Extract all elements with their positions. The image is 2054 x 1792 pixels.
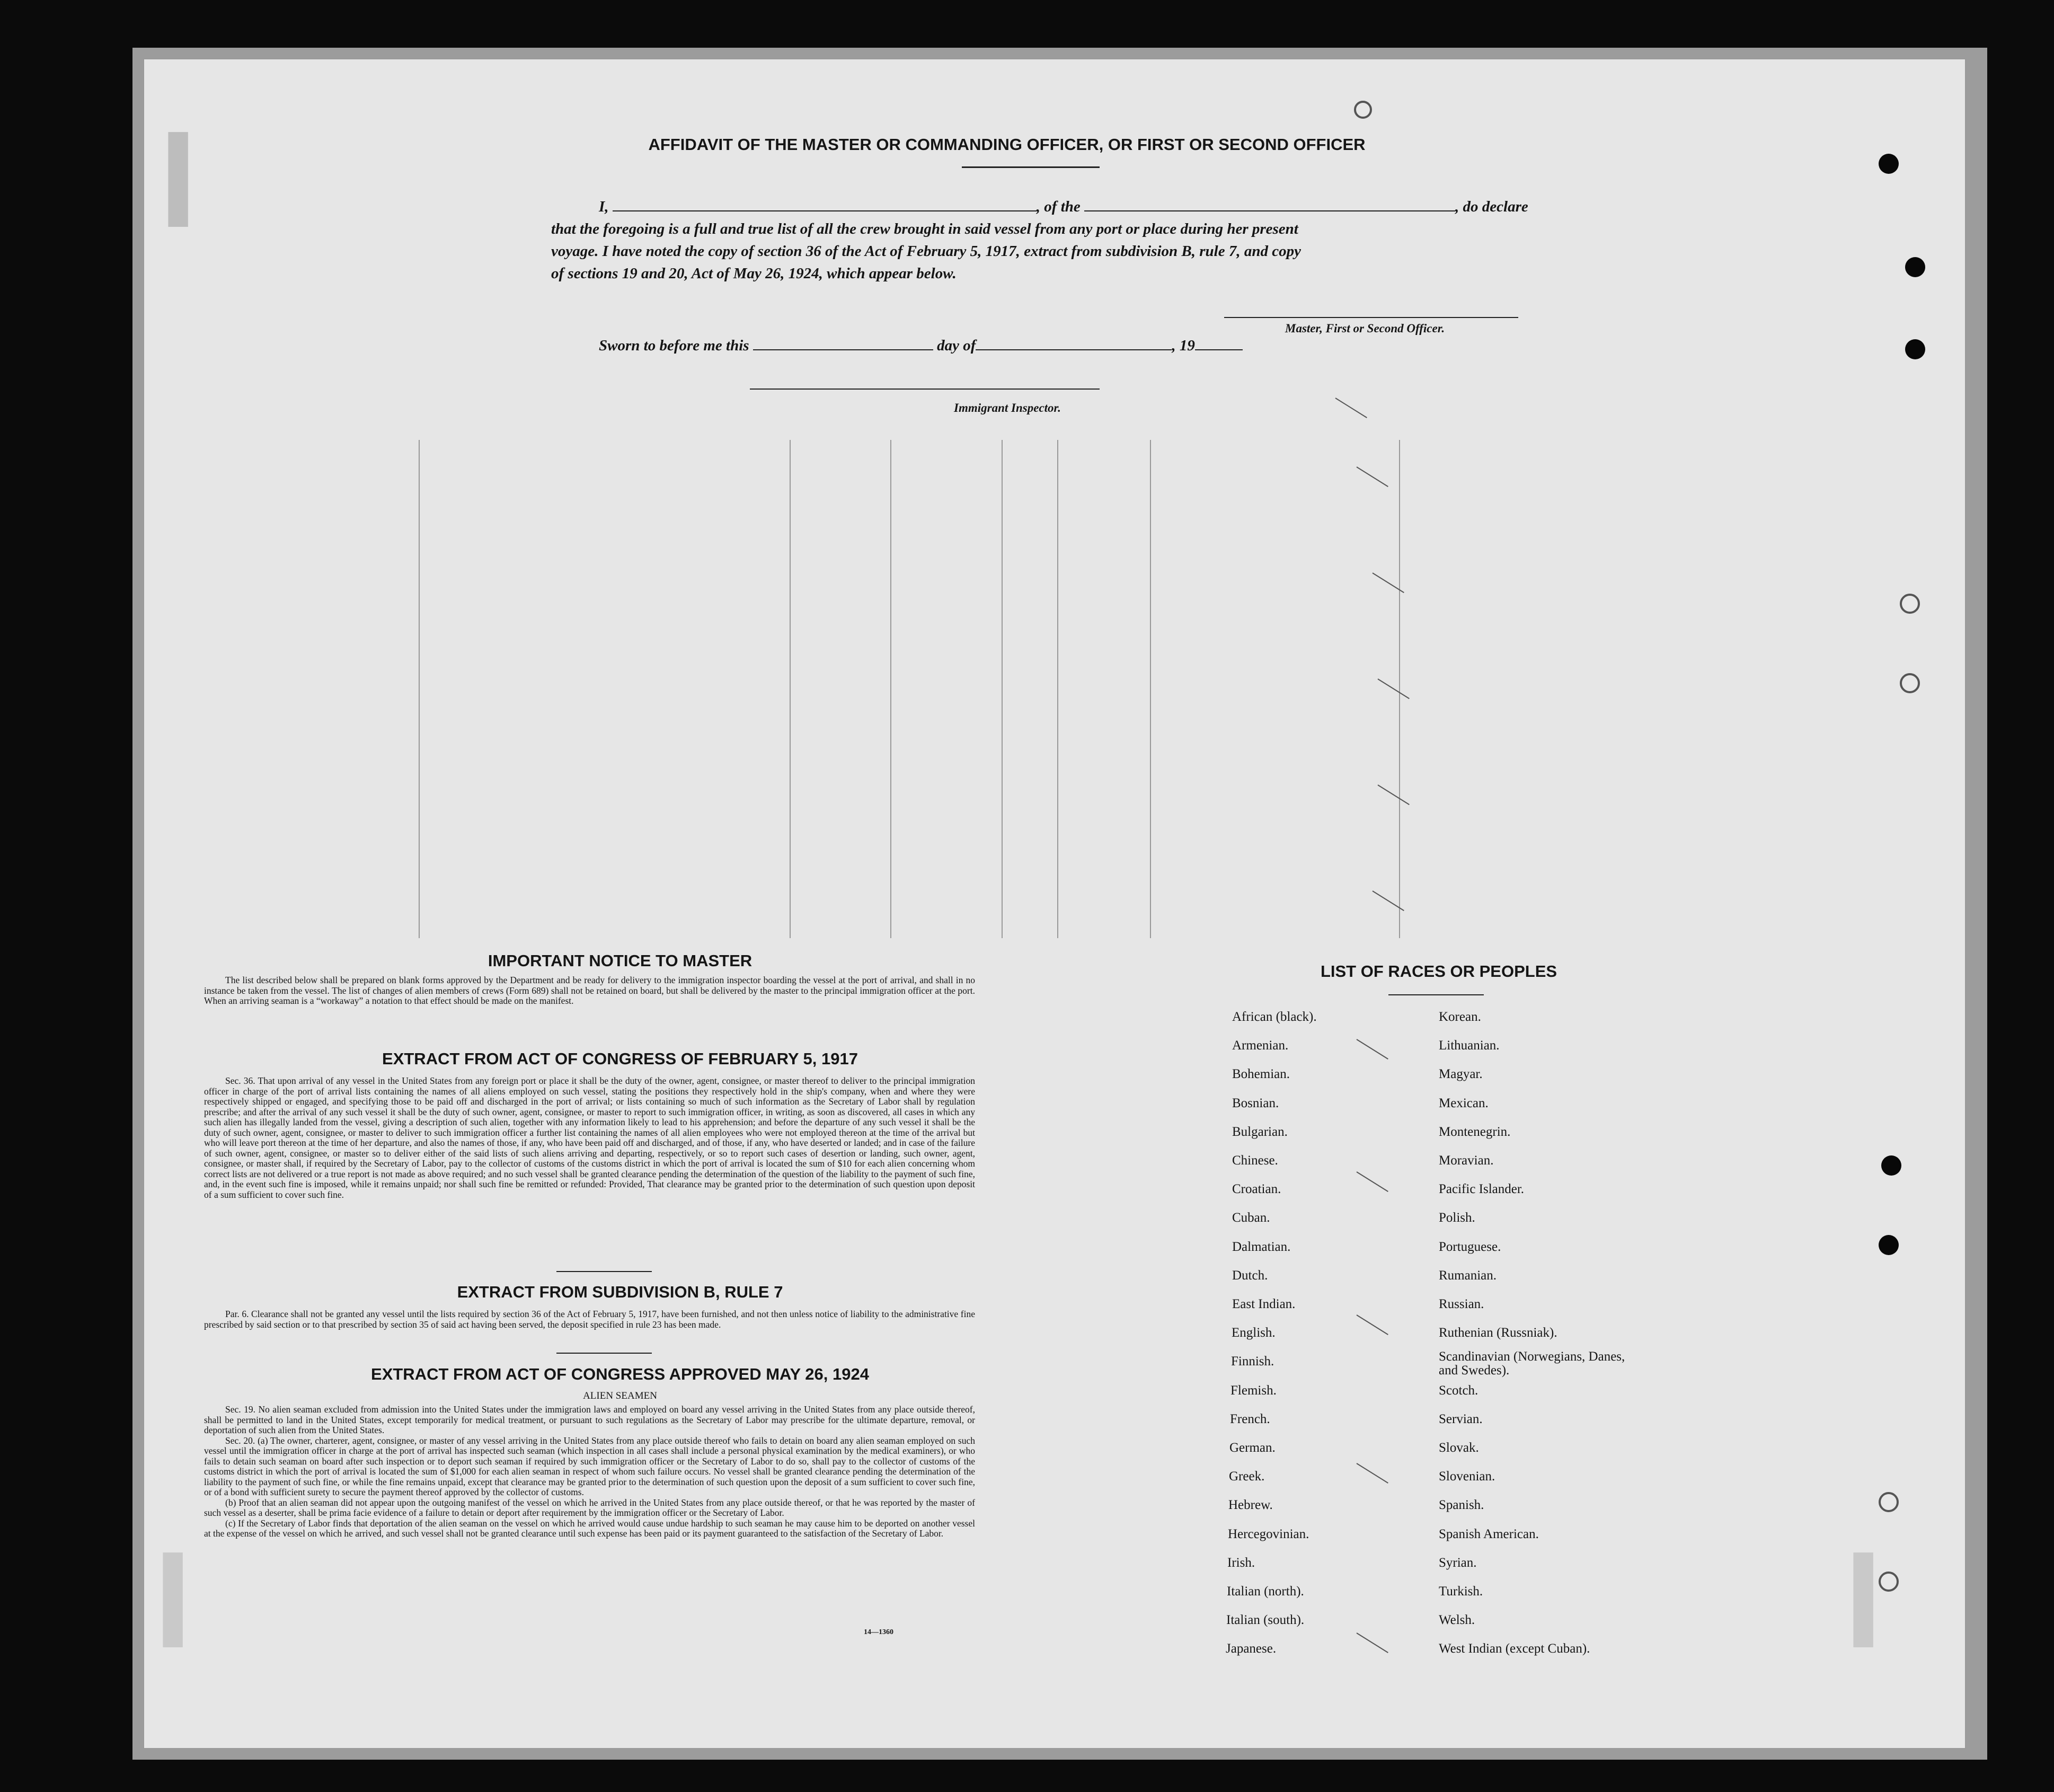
extract-rule7-title: EXTRACT FROM SUBDIVISION B, RULE 7 [457,1283,783,1301]
race-right-item: Montenegrin. [1439,1124,1511,1139]
day-of-label: day of [937,337,976,354]
race-right-item: Moravian. [1439,1153,1494,1168]
race-left-item: Cuban. [1232,1211,1270,1225]
race-right-item: Spanish American. [1439,1526,1539,1541]
bleed-through-mark: I [154,1523,192,1677]
race-right-item: Magyar. [1439,1067,1483,1082]
of-the-label: , of the [1036,198,1081,215]
race-left-item: Bulgarian. [1232,1124,1288,1139]
race-left-item: Bohemian. [1232,1067,1290,1082]
section-20b-paragraph: (b) Proof that an alien seaman did not appear upon the outgoing manifest of the vessel on which he arrived in the United States from any place outside thereof, or that he was reported by the master of such vessel as a deserter, shall be prima facie evidence of a failure to detain or deport after requirement by the immigration officer or the Secretary of Labor. [204,1497,975,1518]
race-left-item: East Indian. [1232,1297,1296,1311]
binder-hole-icon [1905,257,1925,277]
race-right-item: Servian. [1439,1411,1483,1426]
extract-1917-body [204,1076,975,1200]
notice-paragraph: The list described below shall be prepared on blank forms approved by the Department and be ready for delivery to the immigration inspector boarding the vessel at the port of arrival, and shall in no instance be taken from the vessel. The list of changes of alien members of crews (Form 689) shall not be retained on board, but shall be delivered by the master to the principal immigration officer at the port. When an arriving seaman is a “workaway” a notation to that effect should be made on the manifest. [204,975,975,1006]
year-label: , 19 [1172,337,1195,354]
do-declare-label: , do declare [1455,198,1528,215]
binder-hole-icon [1905,339,1925,359]
form-number: 14—1360 [864,1628,893,1636]
race-right-item: Turkish. [1439,1584,1483,1599]
declarant-name-field[interactable] [613,210,1037,211]
race-left-item: Dutch. [1232,1268,1268,1283]
race-right-item: Slovenian. [1439,1469,1495,1484]
bleed-through-mark: I [159,103,198,257]
bleed-through-rule [1399,440,1400,938]
race-left-item: Greek. [1229,1469,1265,1484]
race-right-item: Rumanian. [1439,1268,1497,1283]
race-left-item: Bosnian. [1232,1096,1279,1110]
bleed-through-rule [1057,440,1058,938]
bleed-through-rule [1002,440,1003,938]
section-20a-paragraph: Sec. 20. (a) The owner, charterer, agent, consignee, or master of any vessel arriving in the United States from any place outside thereof who fails to detain on board any alien seaman employed on such vessel until the immigration officer in charge at the port of arrival has inspected such seaman (which inspection in all cases shall include a personal physical examination by the medical examiners), or who fails to detain such seaman on board after such inspection or to deport such seaman if required by such immigration officer or the Secretary of Labor to do so, shall pay to the collector of customs of the customs district in which the port of arrival is located the sum of $1,000 for each alien seaman in respect of whom such failure occurs. No vessel shall be granted clearance pending the determination of the liability to the payment of such fine, or while the fine remains unpaid, except that clearance may be granted prior to the determination of such question upon the deposit of a sum sufficient to cover such fine, or of a bond with sufficient surety to secure the payment thereof approved by the collector of customs. [204,1435,975,1497]
affidavit-title: AFFIDAVIT OF THE MASTER OR COMMANDING OFFICER, OR FIRST OR SECOND OFFICER [648,135,1366,154]
race-left-item: German. [1229,1441,1276,1455]
rule-7-paragraph: Par. 6. Clearance shall not be granted any vessel until the lists required by section 36 of the Act of February 5, 1917, have been furnished, and not then unless notice of liability to the administrative fine prescribed by said section or to that prescribed by section 35 of said act having been served, the deposit specified in rule 23 has been made. [204,1309,975,1330]
section-19-paragraph: Sec. 19. No alien seaman excluded from admission into the United States under the immigration laws and employed on board any vessel arriving in the United States from any place outside thereof, shall be permitted to land in the United States, except temporarily for medical treatment, or pursuant to such regulations as the Secretary of Labor may prescribe for the ultimate departure, removal, or deportation of such alien from the United States. [204,1404,975,1435]
declarant-prefix: I, [599,198,609,215]
race-right-item: Korean. [1439,1010,1481,1024]
binder-hole-icon [1900,594,1920,614]
section-divider [556,1353,652,1354]
race-right-item: Welsh. [1439,1613,1475,1628]
race-left-item: Irish. [1227,1555,1255,1570]
sworn-day-field[interactable] [753,349,933,350]
binder-hole-icon [1879,154,1899,174]
race-right-item: Russian. [1439,1297,1484,1311]
inspector-label: Immigrant Inspector. [954,401,1061,414]
notice-title: IMPORTANT NOTICE TO MASTER [488,951,752,970]
extract-1917-title: EXTRACT FROM ACT OF CONGRESS OF FEBRUARY 5, 1917 [382,1049,858,1068]
race-left-item: African (black). [1232,1010,1317,1024]
sworn-line [599,335,1341,356]
section-divider [556,1271,652,1272]
race-left-item: French. [1230,1411,1270,1426]
race-left-item: English. [1232,1326,1276,1340]
binder-hole-icon [1879,1492,1899,1512]
binder-hole-icon [1900,673,1920,693]
vessel-name-field[interactable] [1084,210,1455,211]
sworn-year-field[interactable] [1195,349,1243,350]
title-underline [962,166,1100,168]
notice-body [204,975,975,1007]
race-right-item: West Indian (except Cuban). [1439,1641,1590,1656]
race-left-item: Japanese. [1226,1641,1277,1656]
race-left-item: Finnish. [1231,1354,1274,1369]
race-left-item: Dalmatian. [1232,1239,1291,1254]
affidavit-line-2: that the foregoing is a full and true list of all the crew brought in said vessel from any port or place during her present [551,220,1298,237]
race-left-item: Chinese. [1232,1153,1278,1168]
bleed-through-rule [419,440,420,938]
binder-hole-icon [1354,101,1372,119]
race-right-item: Lithuanian. [1439,1038,1500,1053]
affidavit-line-3: voyage. I have noted the copy of section 36 of the Act of February 5, 1917, extract from subdivision B, rule 7, and copy [551,243,1301,260]
binder-hole-icon [1881,1155,1901,1176]
binder-hole-icon [1879,1235,1899,1255]
race-right-item: Ruthenian (Russniak). [1439,1326,1557,1340]
bleed-through-rule [790,440,791,938]
sworn-label: Sworn to before me this [599,337,749,354]
race-left-item: Italian (north). [1227,1584,1304,1599]
race-right-item: Portuguese. [1439,1239,1501,1254]
alien-seamen-subtitle: ALIEN SEAMEN [583,1390,657,1401]
extract-1924-body [204,1405,975,1539]
bleed-through-rule [890,440,891,938]
affidavit-line-4: of sections 19 and 20, Act of May 26, 1924, which appear below. [551,265,957,282]
race-right-item: Scotch. [1439,1383,1478,1398]
races-underline [1388,994,1484,995]
section-36-paragraph: Sec. 36. That upon arrival of any vessel in the United States from any foreign port or place it shall be the duty of the owner, agent, consignee, or master thereof to deliver to the principal immigration officer in charge of the port of arrival lists containing the names of all aliens employed on such vessel, stating the positions they respectively hold in the ship's company, when and where they were respectively shipped or engaged, and specifying those to be paid off and discharged in the port of arrival; or lists containing so much of such information as the Secretary of Labor shall by regulation prescribe; and after the arrival of any such vessel it shall be the duty of such owner, agent, consignee, or master to report to such immigration officer, in writing, as soon as discovered, all cases in which any such alien has illegally landed from the vessel, giving a description of such alien, together with any information likely to lead to his apprehension; and before the departure of any such vessel it shall be the duty of such owner, agent, consignee, or master to deliver to such immigration officer a further list containing the names of all alien employees who were not employed thereon at the time of the arrival but who will leave port thereon at the time of her departure, and also the names of those, if any, who have been paid off and discharged, and of those, if any, who have deserted or landed; and in case of the failure of such owner, agent, consignee, or master so to deliver either of the said lists of such aliens arriving and departing, respectively, or so to report such cases of desertion or landing, such owner, agent, consignee, or master shall, if required by the Secretary of Labor, pay to the collector of customs of the customs district in which the port of arrival is located the sum of $10 for each alien concerning whom correct lists are not delivered or a true report is not made as above required; and no such vessel shall be granted clearance pending the determination of the question of the liability to the payment of such fine, and, in the event such fine is imposed, while it remains unpaid; nor shall such fine be remitted or refunded: Provided, That clearance may be granted prior to the determination of such question upon deposit of a sum sufficient to cover such fine. [204,1075,975,1200]
race-left-item: Croatian. [1232,1182,1281,1197]
extract-rule7-body [204,1309,975,1330]
bleed-through-mark: I [1844,1523,1883,1677]
inspector-signature-field[interactable] [750,389,1100,390]
race-left-item: Hebrew. [1228,1498,1273,1513]
master-signature-field[interactable] [1224,317,1518,318]
bleed-through-rule [1150,440,1151,938]
race-right-item: Syrian. [1439,1555,1477,1570]
race-left-item: Italian (south). [1226,1613,1305,1628]
race-right-item: Scandinavian (Norwegians, Danes, and Swedes). [1439,1349,1625,1378]
section-20c-paragraph: (c) If the Secretary of Labor finds that deportation of the alien seaman on the vessel on which he arrived would cause undue hardship to such seaman he may cause him to be deported on another vessel at the expense of the vessel on which he arrived, and such vessel shall not be granted clearance until such expense has been paid or its payment guaranteed to the satisfaction of the Secretary of Labor. [204,1517,975,1539]
race-left-item: Flemish. [1230,1383,1277,1398]
master-signature-label: Master, First or Second Officer. [1285,322,1445,335]
race-right-item: Mexican. [1439,1096,1489,1110]
race-right-item: Polish. [1439,1211,1475,1225]
sworn-month-field[interactable] [976,349,1172,350]
races-title: LIST OF RACES OR PEOPLES [1320,962,1557,981]
race-right-item: Pacific Islander. [1439,1182,1525,1197]
extract-1924-title: EXTRACT FROM ACT OF CONGRESS APPROVED MAY 26, 1924 [371,1365,869,1383]
race-right-item: Slovak. [1439,1441,1479,1455]
race-right-item: Spanish. [1439,1498,1484,1513]
race-left-item: Hercegovinian. [1228,1526,1309,1541]
race-left-item: Armenian. [1232,1038,1289,1053]
affidavit-line-1 [599,196,1569,217]
